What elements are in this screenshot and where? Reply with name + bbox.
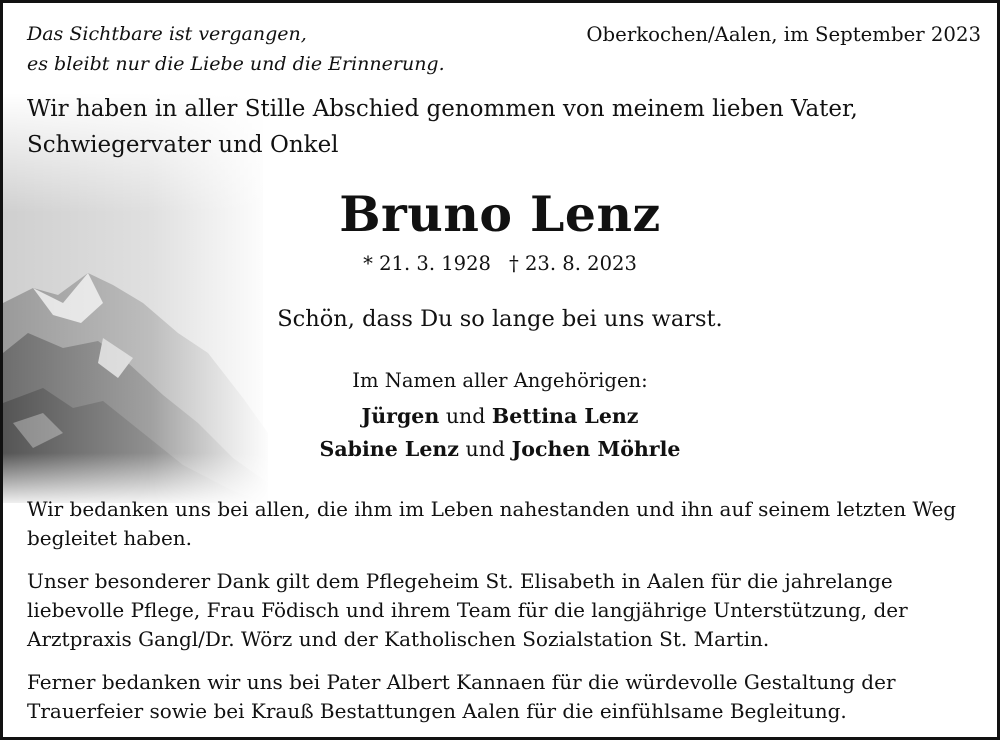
mourners-line-1 (3, 404, 997, 428)
thanks-paragraph-3-line-1: Ferner bedanken wir uns bei Pater Albert Kannaen für die würdevolle Gestaltung der (27, 670, 896, 694)
thanks-paragraph-3-line-2: Trauerfeier sowie bei Krauß Bestattungen Aalen für die einfühlsame Begleitung. (27, 699, 847, 723)
mourner-name: Bettina Lenz (491, 404, 639, 428)
mourner-name: Jochen Möhrle (511, 437, 681, 461)
birth-date: * 21. 3. 1928 (363, 252, 491, 275)
place-and-date: Oberkochen/Aalen, im September 2023 (586, 23, 981, 46)
quote-line-1: Das Sichtbare ist vergangen, (27, 23, 307, 45)
mourner-joiner: und (465, 437, 506, 461)
mourners-line-2 (3, 437, 997, 461)
mourner-name: Sabine Lenz (319, 437, 459, 461)
thanks-paragraph-1-line-2: begleitet haben. (27, 526, 193, 550)
motto: Schön, dass Du so lange bei uns warst. (277, 306, 723, 332)
mourner-joiner: und (445, 404, 486, 428)
deceased-name: Bruno Lenz (339, 185, 661, 243)
mourners-heading: Im Namen aller Angehörigen: (352, 369, 648, 392)
mourner-name: Jürgen (361, 404, 440, 428)
thanks-paragraph-1-line-1: Wir bedanken uns bei allen, die ihm im Leben nahestanden und ihn auf seinem letzten Weg (27, 497, 957, 521)
thanks-paragraph-2-line-1: Unser besonderer Dank gilt dem Pflegeheim St. Elisabeth in Aalen für die jahrelange (27, 569, 893, 593)
death-date: † 23. 8. 2023 (509, 252, 637, 275)
thanks-paragraph-2-line-2: liebevolle Pflege, Frau Födisch und ihrem Team für die langjährige Unterstützung, der (27, 598, 908, 622)
quote-line-2: es bleibt nur die Liebe und die Erinnerung. (27, 53, 445, 75)
life-dates (3, 252, 997, 275)
intro-line-2: Schwiegervater und Onkel (27, 132, 339, 158)
thanks-paragraph-2-line-3: Arztpraxis Gangl/Dr. Wörz und der Katholischen Sozialstation St. Martin. (27, 627, 770, 651)
intro-line-1: Wir haben in aller Stille Abschied genommen von meinem lieben Vater, (27, 96, 858, 122)
